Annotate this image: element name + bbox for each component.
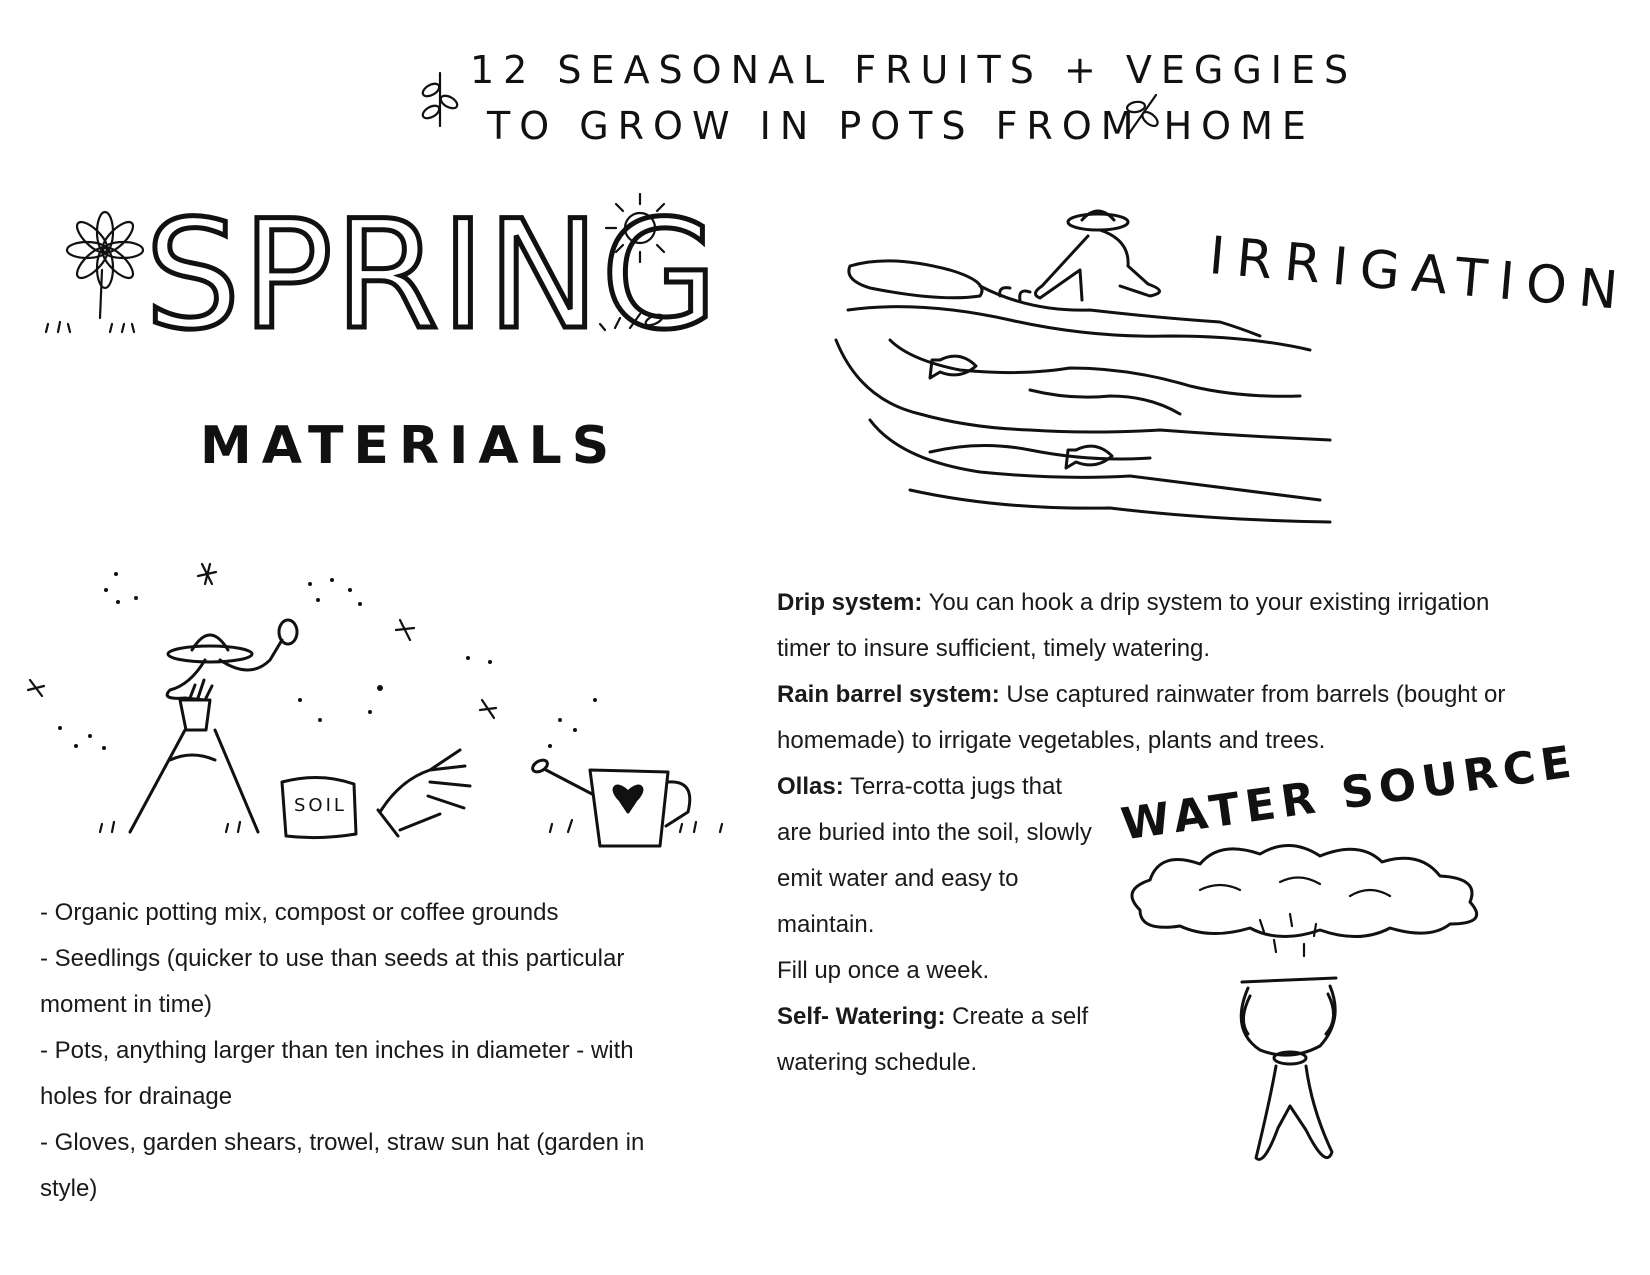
item-text: You can hook a drip system to your existing irrigation timer to insure sufficient, timely watering. — [777, 589, 1490, 662]
season-title: SPRING — [145, 189, 720, 363]
item-term: Rain barrel system: — [777, 681, 1000, 708]
item-text: Fill up once a week. — [777, 957, 990, 984]
water-source-heading: WATER SOURCE — [1118, 736, 1581, 851]
irrigation-item — [777, 580, 1527, 672]
item-term: Self- Watering: — [777, 1003, 946, 1030]
title-line-1: 12 SEASONAL FRUITS + VEGGIES — [470, 48, 1358, 92]
list-item: - Gloves, garden shears, trowel, straw sun hat (garden in style) — [40, 1129, 645, 1202]
list-item: - Organic potting mix, compost or coffee grounds — [40, 899, 559, 926]
gardener-illustration — [20, 550, 740, 870]
item-text: Use captured rainwater from barrels (bought or homemade) to irrigate vegetables, plants and trees. — [777, 681, 1506, 754]
list-item: - Seedlings (quicker to use than seeds at this particular moment in time) — [40, 945, 625, 1018]
irrigation-item — [777, 764, 1097, 948]
glove-icon — [378, 750, 470, 836]
materials-list — [40, 890, 680, 1212]
leaf-icon — [1120, 85, 1160, 145]
list-item: - Pots, anything larger than ten inches in diameter - with holes for drainage — [40, 1037, 634, 1110]
olla-figure-illustration — [1220, 900, 1360, 1180]
flower-icon — [60, 210, 150, 320]
leaf-icon — [420, 68, 460, 128]
irrigation-item — [777, 994, 1097, 1086]
sun-icon — [598, 188, 683, 268]
irrigation-item — [777, 672, 1537, 764]
title-line-2: TO GROW IN POTS FROM HOME — [487, 104, 1315, 148]
soil-label: SOIL — [294, 795, 347, 816]
grass-icon — [40, 310, 680, 340]
irrigation-heading: IRRIGATION — [1206, 226, 1633, 323]
item-term: Drip system: — [777, 589, 923, 616]
item-text: Terra-cotta jugs that are buried into the soil, slowly emit water and easy to maintain. — [777, 773, 1092, 938]
item-text: Create a self watering schedule. — [777, 1003, 1089, 1076]
item-term: Ollas: — [777, 773, 844, 800]
materials-heading: MATERIALS — [200, 416, 620, 476]
irrigation-item — [777, 948, 1097, 994]
watering-can-icon — [531, 758, 690, 846]
